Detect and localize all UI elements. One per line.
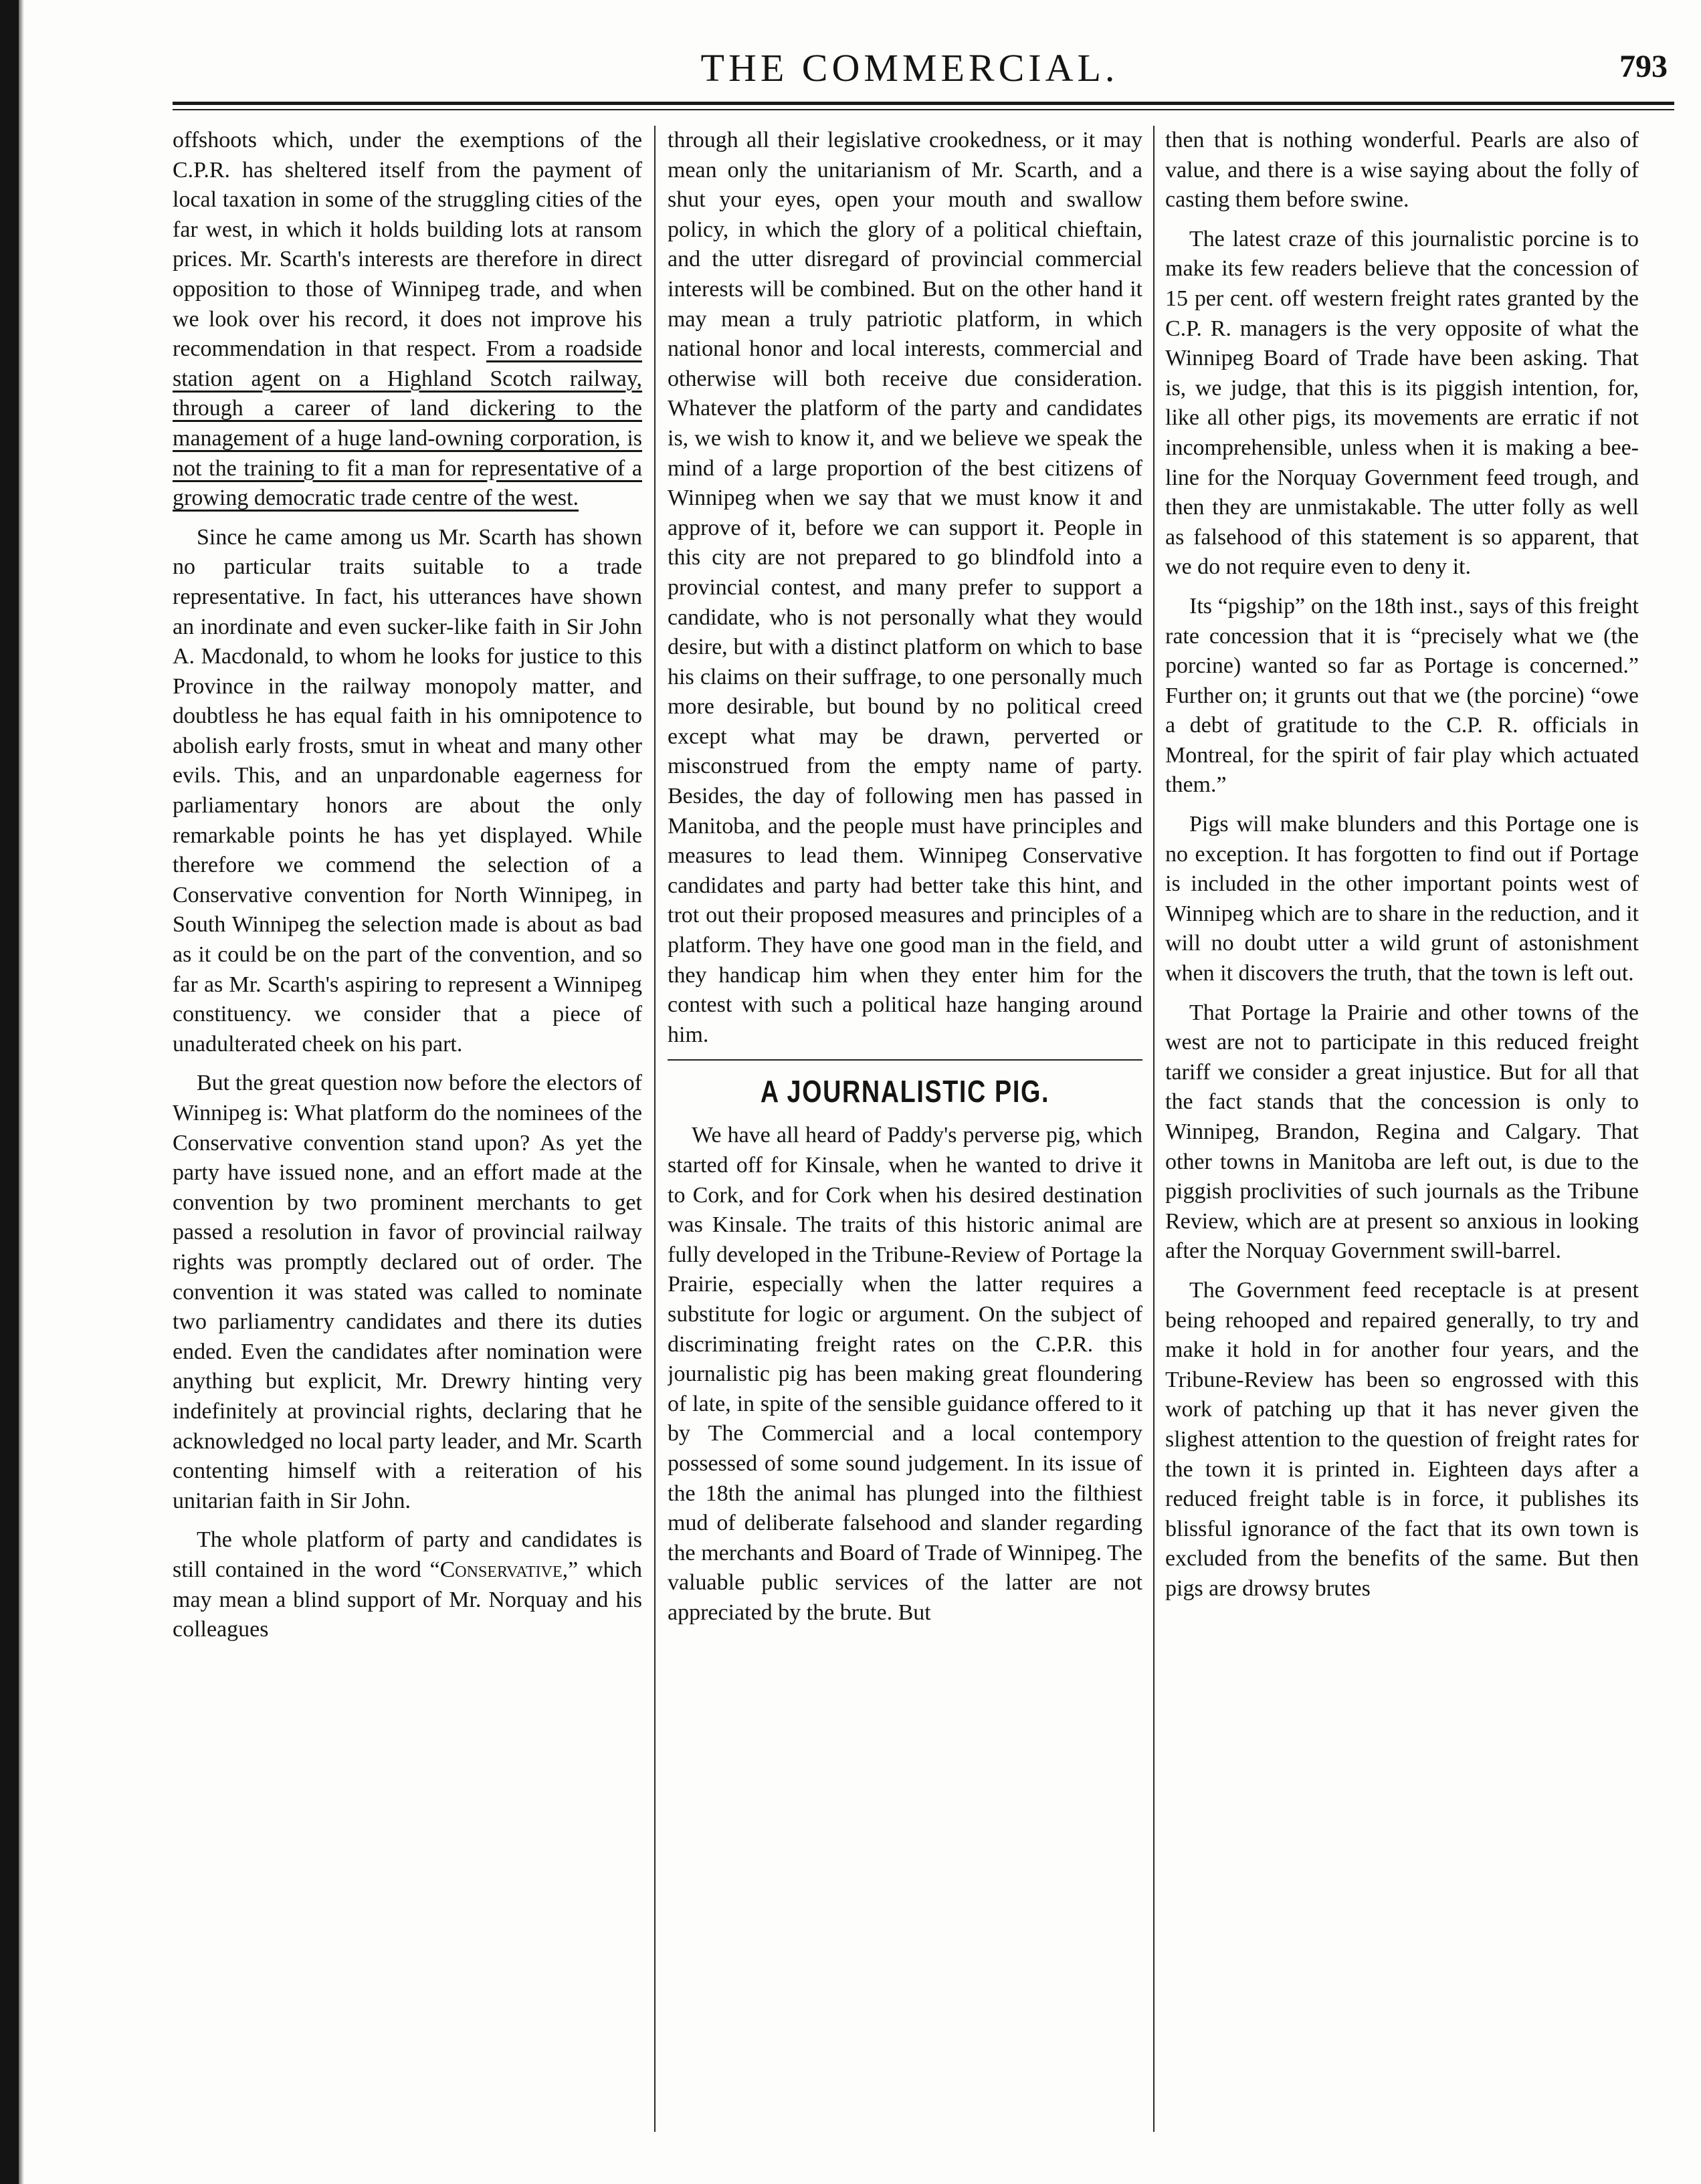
paragraph: That Portage la Prairie and other towns of the west are not to participate in this reduced freight tariff we consider a great injustice. But for all that the fact stands that the concession is only to Winnipeg, Brandon, Regina and Calgary. That other towns in Manitoba are left out, is due to the piggish proclivities of such journals as the Tribune Review, which are at present so anxious in looking after the Norquay Government swill-barrel.	[1165, 1000, 1639, 1264]
paragraph	[173, 1525, 642, 1644]
paragraph: Its “pigship” on the 18th inst., says of this freight rate concession that it is “precisely what we (the porcine) wanted so far as Portage is concerned.” Further on; it grunts out that we (the porcine) “owe a debt of gratitude to the C.P. R. officials in Montreal, for the spirit of fair play which actuated them.”	[1165, 593, 1639, 798]
column-separator	[1153, 126, 1155, 2132]
paragraph: We have all heard of Paddy's perverse pig, which started off for Kinsale, when he wanted to drive it to Cork, and for Cork when his desired destination was Kinsale. The traits of this historic animal are fully developed in the Tribune-Review of Portage la Prairie, especially when the latter requires a substitute for logic or argument. On the subject of discriminating freight rates on the C.P.R. this journalistic pig has been making great floundering of late, in spite of the sensible guidance offered to it by The Commercial and a local contempory possessed of some sound judgement. In its issue of the 18th the animal has plunged into the filthiest mud of deliberate falsehood and slander regarding the merchants and Board of Trade of Winnipeg. The valuable public services of the latter are not appreciated by the brute. But	[668, 1123, 1142, 1625]
column-1	[173, 126, 642, 2132]
paragraph: through all their legislative crookedness, or it may mean only the unitarianism of Mr. Scarth, and a shut your eyes, open your mouth and swallow policy, in which the glory of a political chieftain, and the utter disregard of provincial commercial interests will be combined. But on the other hand it may mean a truly patriotic platform, in which national honor and local interests, commercial and otherwise will both receive due consideration. Whatever the platform of the party and candidates is, we wish to know it, and we believe we speak the mind of a large proportion of the best citizens of Winnipeg when we say that we must know it and approve of it, before we can support it. People in this city are not prepared to go blindfold into a provincial contest, and many prefer to support a candidate, who is not personally what they would desire, but with a distinct platform on which to base his claims on their suffrage, to one personally much more desirable, but bound by no political creed except what may be drawn, perverted or misconstrued from the empty name of party. Besides, the day of following men has passed in Manitoba, and the people must have principles and measures to lead them. Winnipeg Conservative candidates and party had better take this hint, and trot out their proposed measures and principles of a platform. They have one good man in the field, and they handicap him when they enter him for the contest with such a political haze hanging around him.	[668, 128, 1142, 1047]
paragraph: The Government feed receptacle is at present being rehooped and repaired generally, to try and make it hold in for another four years, and the Tribune-Review has been so engrossed with this work of patching up that it has never given the slighest attention to the question of freight rates for the town it is printed in. Eighteen days after a reduced freight table is in force, it publishes its blissful ignorance of the fact that its own town is excluded from the benefits of the same. But then pigs are drowsy brutes	[1165, 1277, 1639, 1601]
masthead-rule-thin	[173, 109, 1674, 110]
small-caps-word: “Conservative,”	[429, 1557, 579, 1582]
underlined-passage: From a roadside station agent on a Highland Scotch railway, through a career of land dickering to the management of a huge land-owning corporation, is not the training to fit a man for representative of a growing democratic trade centre of the west.	[173, 336, 642, 511]
paragraph: Pigs will make blunders and this Portage one is no exception. It has forgotten to find out if Portage is included in the other important points west of Winnipeg which are to share in the reduction, and it will no doubt utter a wild grunt of astonishment when it discovers the truth, that the town is left out.	[1165, 812, 1639, 986]
masthead-title: THE COMMERCIAL.	[700, 46, 1119, 90]
page-number: 793	[1619, 49, 1668, 84]
paragraph: The latest craze of this journalistic porcine is to make its few readers believe that the concession of 15 per cent. off western freight rates granted by the C.P. R. managers is the very opposite of what the Winnipeg Board of Trade have been asking. That is, we judge, that this is its piggish intention, for, like all other pigs, its movements are erratic if not incomprehensible, unless when it is making a bee-line for the Norquay Government feed trough, and then they are unmistakable. The utter folly as well as falsehood of this statement is so apparent, that we do not require even to deny it.	[1165, 226, 1639, 580]
binding-edge	[0, 0, 19, 2184]
column-separator	[654, 126, 656, 2132]
paragraph-text: offshoots which, under the exemptions of the C.P.R. has sheltered itself from the payment of local taxation in some of the struggling cities of the far west, in which it holds building lots at ransom prices. Mr. Scarth's interests are therefore in direct opposition to those of Winnipeg trade, and when we look over his record, it does not improve his recommendation in that respect.	[173, 128, 642, 362]
paragraph-text: which may mean a blind support of Mr. Norquay and his colleagues	[173, 1557, 642, 1642]
paragraph: then that is nothing wonderful. Pearls are also of value, and there is a wise saying about the folly of casting them before swine.	[1165, 128, 1639, 213]
paragraph: Since he came among us Mr. Scarth has shown no particular traits suitable to a trade representative. In fact, his utterances have shown an inordinate and even sucker-like faith in Sir John A. Macdonald, to whom he looks for justice to this Province in the railway monopoly matter, and doubtless he has equal faith in his omnipotence to abolish early frosts, smut in wheat and many other evils. This, and an unpardonable eagerness for parliamentary honors are about the only remarkable points he has yet displayed. While therefore we commend the selection of a Conservative convention for North Winnipeg, in South Winnipeg the selection made is about as bad as it could be on the part of the convention, and so far as Mr. Scarth's aspiring to represent a Winnipeg constituency. we consider that a piece of unadulterated cheek on his part.	[173, 524, 642, 1057]
headline-rule	[668, 1059, 1142, 1061]
paragraph: But the great question now before the electors of Winnipeg is: What platform do the nominees of the Conservative convention stand upon? As yet the party have issued none, and an effort made at the convention by two prominent merchants to get passed a resolution in favor of provincial railway rights was promptly declared out of order. The convention it was stated was called to nominate two parliamentry candidates and there its duties ended. Even the candidates after nomination were anything but explicit, Mr. Drewry hinting very indefinitely at provincial rights, declaring that he acknowledged no local party leader, and Mr. Scarth contenting himself with a reiteration of his unitarian faith in Sir John.	[173, 1071, 642, 1513]
paragraph	[173, 126, 642, 514]
paragraph-text: The whole platform of party and candidates is still contained in the word	[173, 1527, 642, 1582]
column-2	[668, 126, 1142, 2132]
column-3	[1165, 126, 1639, 2132]
article-headline: A JOURNALISTIC PIG.	[760, 1074, 1050, 1109]
masthead-rule-thick	[173, 102, 1674, 105]
